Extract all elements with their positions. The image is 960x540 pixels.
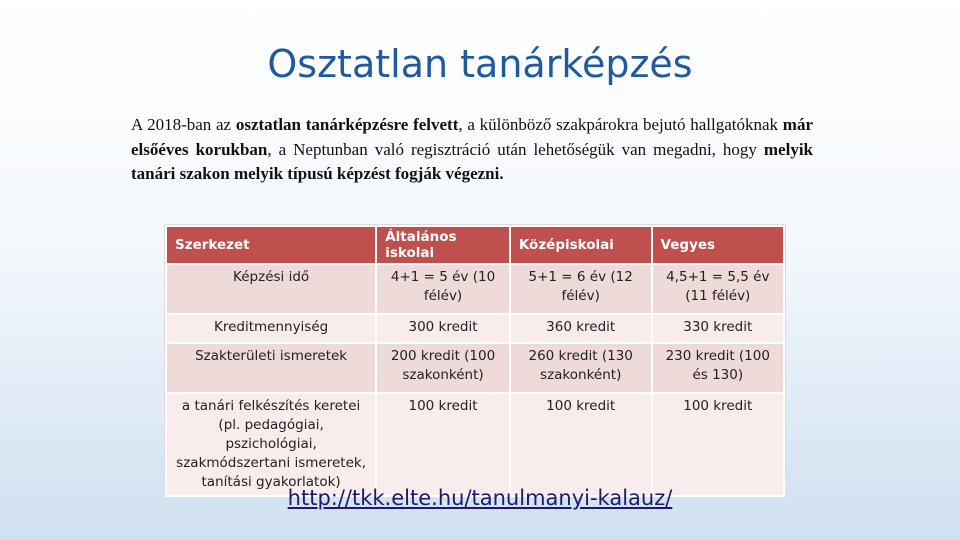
table-row — [166, 393, 784, 496]
table-cell: 260 kredit (130 szakonként) — [510, 343, 652, 393]
table-cell: 100 kredit — [510, 393, 652, 496]
intro-text-1: A 2018-ban az — [131, 115, 236, 134]
table-cell: 300 kredit — [376, 314, 510, 343]
slide-title: Osztatlan tanárképzés — [267, 42, 693, 86]
intro-bold-2: már elsőéves korukban — [131, 115, 813, 159]
table-cell: 200 kredit (100 szakonként) — [376, 343, 510, 393]
table-cell: 5+1 = 6 év (12 félév) — [510, 264, 652, 314]
header-mixed: Vegyes — [652, 226, 784, 264]
table-cell: Kreditmennyiség — [166, 314, 376, 343]
table-cell: 330 kredit — [652, 314, 784, 343]
header-primary: Általános iskolai — [376, 226, 510, 264]
table-cell: Szakterületi ismeretek — [166, 343, 376, 393]
table-cell: 360 kredit — [510, 314, 652, 343]
header-structure: Szerkezet — [166, 226, 376, 264]
table-row — [166, 343, 784, 393]
table-header-row — [166, 226, 784, 264]
study-guide-link[interactable]: http://tkk.elte.hu/tanulmanyi-kalauz/ — [287, 486, 673, 510]
table-cell: 100 kredit — [376, 393, 510, 496]
intro-bold-1: osztatlan tanárképzésre felvett — [235, 115, 459, 134]
intro-bold-3: melyik tanári szakon melyik típusú képzést fogják végezni. — [131, 139, 813, 183]
training-structure-table — [165, 225, 785, 490]
table-cell: 100 kredit — [652, 393, 784, 496]
table-cell: 230 kredit (100 és 130) — [652, 343, 784, 393]
table-row — [166, 314, 784, 343]
intro-text-3: , a Neptunban való regisztráció után lehetőségük van megadni, hogy — [267, 139, 764, 159]
table-cell: 4,5+1 = 5,5 év (11 félév) — [652, 264, 784, 314]
table-cell: Képzési idő — [166, 264, 376, 314]
table-cell: 4+1 = 5 év (10 félév) — [376, 264, 510, 314]
table-cell: a tanári felkészítés keretei (pl. pedagógiai, pszichológiai, szakmódszertani ismeretek, tanítási gyakorlatok) — [166, 393, 376, 496]
header-secondary: Középiskolai — [510, 226, 652, 264]
intro-paragraph — [131, 113, 813, 187]
table-row — [166, 264, 784, 314]
intro-text-2: , a különböző szakpárokra bejutó hallgatóknak — [458, 115, 783, 134]
